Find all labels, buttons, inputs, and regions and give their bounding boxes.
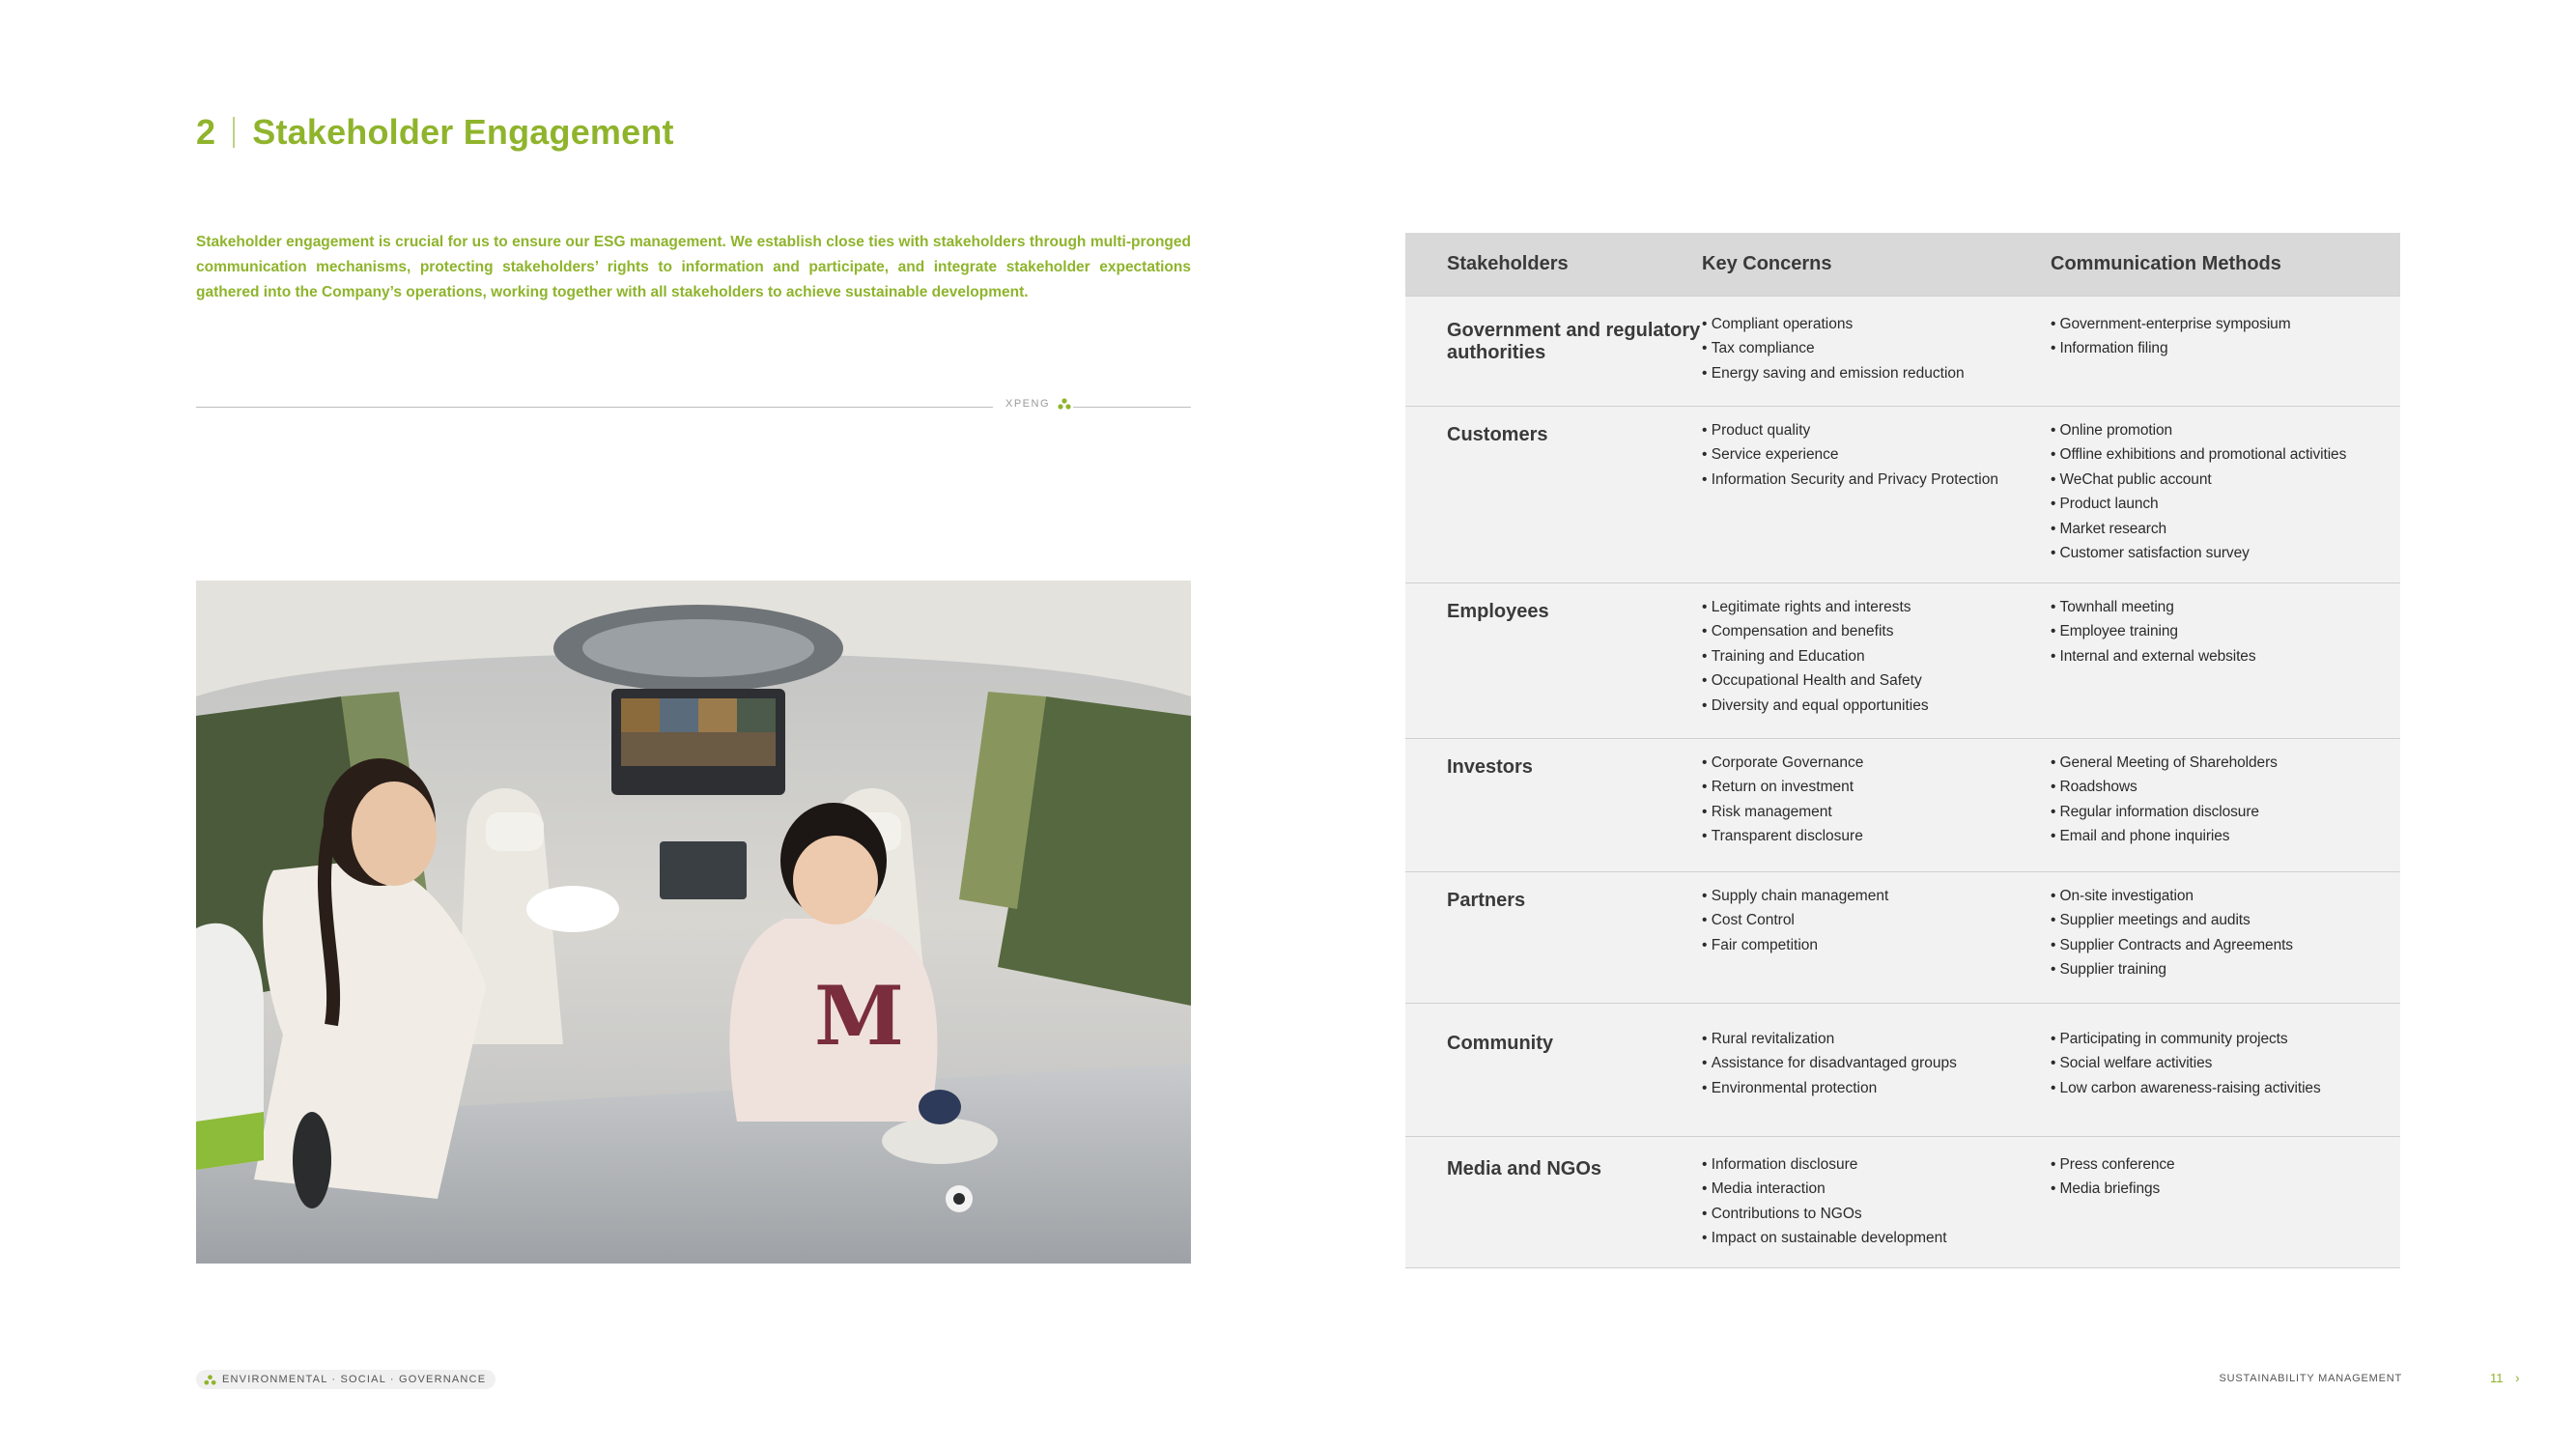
list-item: • Legitimate rights and interests [1702,595,2051,619]
list-item: • Product quality [1702,418,2051,442]
list-item: • Diversity and equal opportunities [1702,694,2051,718]
list-item: • Information Security and Privacy Protection [1702,468,2051,492]
key-concerns-list [1702,407,2051,492]
header-communication-methods: Communication Methods [2051,253,2281,274]
communication-methods-list [2051,407,2400,565]
list-item: • Regular information disclosure [2051,800,2400,824]
list-item: • Return on investment [1702,775,2051,799]
list-item: • WeChat public account [2051,468,2400,492]
table-row [1405,1136,2400,1268]
list-item: • Social welfare activities [2051,1051,2400,1075]
list-item: • Supplier meetings and audits [2051,908,2400,932]
list-item: • Press conference [2051,1152,2400,1177]
list-item: • Tax compliance [1702,336,2051,360]
brand-mark [1005,398,1071,410]
brand-name: XPENG [1005,398,1051,410]
list-item: • Employee training [2051,619,2400,643]
header-key-concerns: Key Concerns [1702,253,1832,274]
list-item: • Low carbon awareness-raising activities [2051,1076,2400,1100]
key-concerns-list [1702,1137,2051,1251]
list-item: • Roadshows [2051,775,2400,799]
footer-section-name: SUSTAINABILITY MANAGEMENT [2219,1373,2402,1384]
list-item: • General Meeting of Shareholders [2051,751,2400,775]
xpeng-logo-icon [1058,398,1071,410]
list-item: • On-site investigation [2051,884,2400,908]
list-item: • Service experience [1702,442,2051,467]
footer-tag-label: ENVIRONMENTAL · SOCIAL · GOVERNANCE [222,1374,487,1385]
section-heading [196,112,674,153]
communication-methods-list [2051,297,2400,361]
stakeholder-name: Customers [1447,424,1548,445]
communication-methods-list [2051,739,2400,849]
page-number: 11 [2490,1371,2504,1385]
table-row [1405,406,2400,582]
list-item: • Environmental protection [1702,1076,2051,1100]
list-item: • Email and phone inquiries [2051,824,2400,848]
list-item: • Market research [2051,517,2400,541]
stakeholder-name: Community [1447,1033,1553,1054]
xpeng-logo-icon [204,1375,216,1385]
list-item: • Information disclosure [1702,1152,2051,1177]
title-separator [233,117,235,148]
page-title: Stakeholder Engagement [252,112,674,152]
key-concerns-list [1702,297,2051,385]
stakeholder-name: Partners [1447,890,1526,911]
key-concerns-list [1702,1004,2051,1100]
list-item: • Fair competition [1702,933,2051,957]
list-item: • Impact on sustainable development [1702,1226,2051,1250]
list-item: • Supplier Contracts and Agreements [2051,933,2400,957]
list-item: • Cost Control [1702,908,2051,932]
stakeholder-table [1405,233,2400,1268]
list-item: • Transparent disclosure [1702,824,2051,848]
list-item: • Offline exhibitions and promotional activities [2051,442,2400,467]
list-item: • Risk management [1702,800,2051,824]
intro-paragraph: Stakeholder engagement is crucial for us to ensure our ESG management. We establish close ties with stakeholders through multi-pronged communication mechanisms, protecting stakeholders’ rights to information and participate, and integrate stakeholder expectations gathered into the Company’s operations, working together with all stakeholders to achieve sustainable development. [196,234,1191,300]
communication-methods-list [2051,872,2400,982]
list-item: • Contributions to NGOs [1702,1202,2051,1226]
list-item: • Media interaction [1702,1177,2051,1201]
table-header [1405,233,2400,296]
list-item: • Energy saving and emission reduction [1702,361,2051,385]
table-row [1405,738,2400,871]
brand-divider [196,397,1191,416]
list-item: • Occupational Health and Safety [1702,668,2051,693]
table-row [1405,1003,2400,1136]
list-item: • Corporate Governance [1702,751,2051,775]
list-item: • Townhall meeting [2051,595,2400,619]
chevron-right-icon[interactable]: › [2515,1370,2520,1385]
list-item: • Supply chain management [1702,884,2051,908]
list-item: • Information filing [2051,336,2400,360]
table-row [1405,871,2400,1003]
communication-methods-list [2051,1137,2400,1202]
list-item: • Rural revitalization [1702,1027,2051,1051]
table-row [1405,296,2400,406]
divider-line-left [196,407,993,408]
table-row [1405,582,2400,738]
list-item: • Compliant operations [1702,312,2051,336]
car-interior-photo [196,581,1191,1264]
svg-text:M: M [814,968,904,1064]
stakeholder-name: Employees [1447,601,1549,622]
list-item: • Media briefings [2051,1177,2400,1201]
key-concerns-list [1702,583,2051,718]
list-item: • Assistance for disadvantaged groups [1702,1051,2051,1075]
key-concerns-list [1702,872,2051,957]
communication-methods-list [2051,583,2400,668]
list-item: • Government-enterprise symposium [2051,312,2400,336]
list-item: • Online promotion [2051,418,2400,442]
list-item: • Participating in community projects [2051,1027,2400,1051]
list-item: • Training and Education [1702,644,2051,668]
stakeholder-name: Government and regulatory authorities [1447,320,1701,363]
communication-methods-list [2051,1004,2400,1100]
esg-footer-tag [196,1370,495,1389]
list-item: • Compensation and benefits [1702,619,2051,643]
list-item: • Supplier training [2051,957,2400,981]
header-stakeholders: Stakeholders [1447,253,1569,274]
key-concerns-list [1702,739,2051,849]
list-item: • Internal and external websites [2051,644,2400,668]
section-number: 2 [196,112,216,152]
stakeholder-name: Media and NGOs [1447,1158,1602,1179]
stakeholder-name: Investors [1447,756,1533,778]
list-item: • Product launch [2051,492,2400,516]
divider-line-right [1073,407,1191,408]
list-item: • Customer satisfaction survey [2051,541,2400,565]
